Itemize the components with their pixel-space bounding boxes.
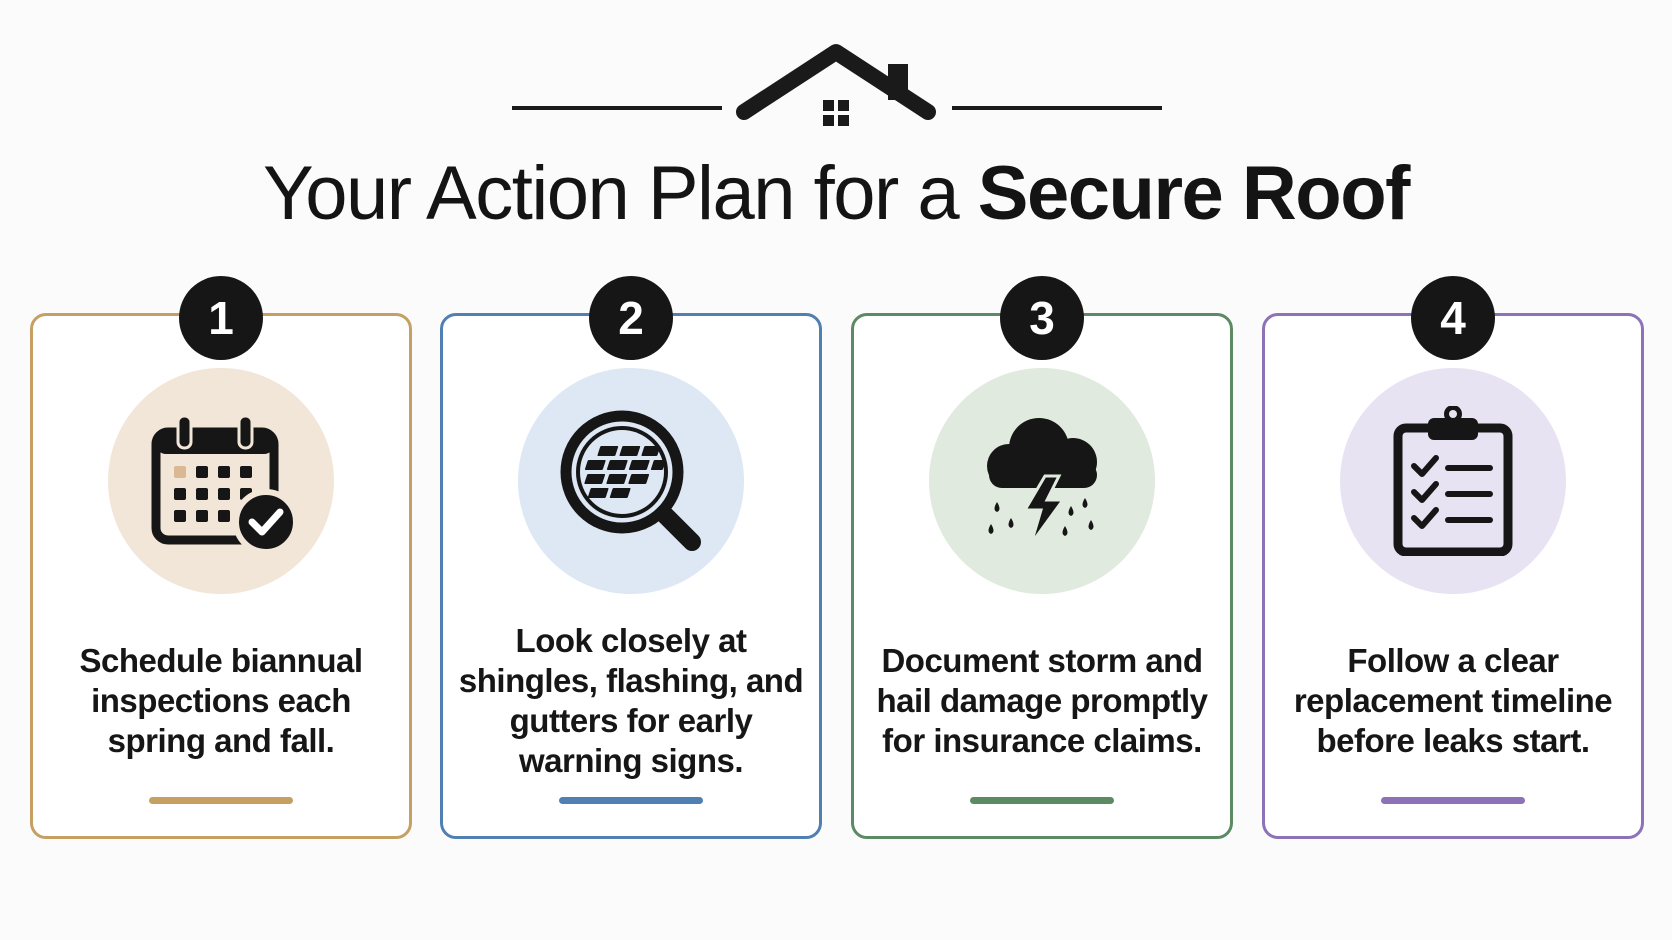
step-number-badge: 1 (179, 276, 263, 360)
title-emphasis: Secure Roof (977, 151, 1409, 236)
step-description: Document storm and hail damage promptly for insurance claims. (876, 642, 1208, 759)
title-prefix: Your Action Plan for a (263, 151, 959, 236)
step-accent-bar (149, 797, 293, 804)
calendar-check-icon (146, 406, 296, 556)
step-description: Schedule biannual inspections each spring and fall. (79, 642, 363, 759)
clipboard-checklist-icon (1378, 406, 1528, 556)
step-card-2 (440, 292, 822, 839)
step-card-3 (851, 292, 1233, 839)
step-card-1 (30, 292, 412, 839)
step-number-badge: 4 (1411, 276, 1495, 360)
step-accent-bar (970, 797, 1114, 804)
page-title (0, 148, 1672, 240)
step-card-4 (1262, 292, 1644, 839)
step-number-badge: 2 (589, 276, 673, 360)
step-icon-background (518, 368, 744, 594)
step-accent-bar (559, 797, 703, 804)
step-accent-bar (1381, 797, 1525, 804)
step-icon-background (1340, 368, 1566, 594)
step-number-badge: 3 (1000, 276, 1084, 360)
step-icon-background (108, 368, 334, 594)
step-description: Follow a clear replacement timeline before leaks start. (1293, 642, 1613, 759)
magnifier-shingles-icon (556, 406, 706, 556)
storm-cloud-icon (967, 406, 1117, 556)
step-description: Look closely at shingles, flashing, and gutters for early warning signs. (458, 622, 804, 779)
step-icon-background (929, 368, 1155, 594)
house-roof-icon (510, 44, 1162, 134)
